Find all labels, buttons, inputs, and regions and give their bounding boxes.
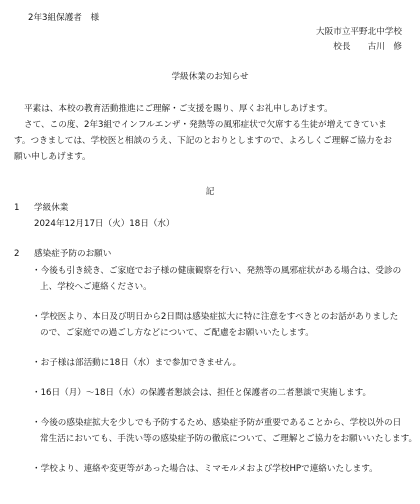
section-1-number: 1	[14, 203, 20, 213]
bullet-5-line-2: 常生活においても、手洗い等の感染症予防の徹底について、ご理解とご協力をお願いいたします。	[40, 434, 418, 444]
section-1-dates: 2024年12月17日（火）18日（水）	[34, 219, 175, 229]
bullet-1-line-2: 上、学校へご連絡ください。	[40, 282, 152, 292]
bullet-4: ・16日（月）～18日（水）の保護者懇談会は、担任と保護者の二者懇談で実施します。	[32, 388, 372, 398]
section-2-heading: 感染症予防のお願い	[34, 249, 112, 259]
section-1-heading: 学級休業	[34, 203, 69, 213]
intro-line-1: 平素は、本校の教育活動推進にご理解・ご支援を賜り、厚くお礼申しあげます。	[24, 104, 333, 114]
principal-name: 校長 古川 修	[333, 42, 402, 52]
intro-line-4: 願い申しあげます。	[14, 152, 91, 162]
document-title: 学級休業のお知らせ	[171, 72, 249, 82]
bullet-3: ・お子様は部活動に18日（水）まで参加できません。	[32, 358, 242, 368]
intro-line-2: さて、この度、2年3組でインフルエンザ・発熱等の風邪症状で欠席する生徒が増えてきていま	[24, 120, 387, 130]
ki-heading: 記	[205, 187, 215, 197]
bullet-1-line-1: ・今後も引き続き、ご家庭でお子様の健康観察を行い、発熱等の風邪症状がある場合は、受診の	[32, 266, 402, 276]
intro-line-3: す。つきましては、学校医と相談のうえ、下記のとおりとしますので、よろしくご理解ご協力をお	[14, 136, 392, 146]
bullet-6: ・学校より、連絡や変更等があった場合は、ミマモルメおよび学校HPで連絡いたします。	[32, 464, 378, 474]
bullet-2-line-1: ・学校医より、本日及び明日から2日間は感染症拡大に特に注意をすべきとのお話がありました	[32, 312, 399, 322]
bullet-2-line-2: ので、ご家庭での過ごし方などについて、ご配慮をお願いいたします。	[40, 328, 314, 338]
recipient-line: 2年3組保護者 様	[28, 13, 100, 23]
school-name: 大阪市立平野北中学校	[316, 27, 402, 37]
section-2-number: 2	[14, 249, 20, 259]
bullet-5-line-1: ・今後の感染症拡大を少しでも予防するため、感染症予防が重要であることから、学校以外の日	[32, 418, 402, 428]
